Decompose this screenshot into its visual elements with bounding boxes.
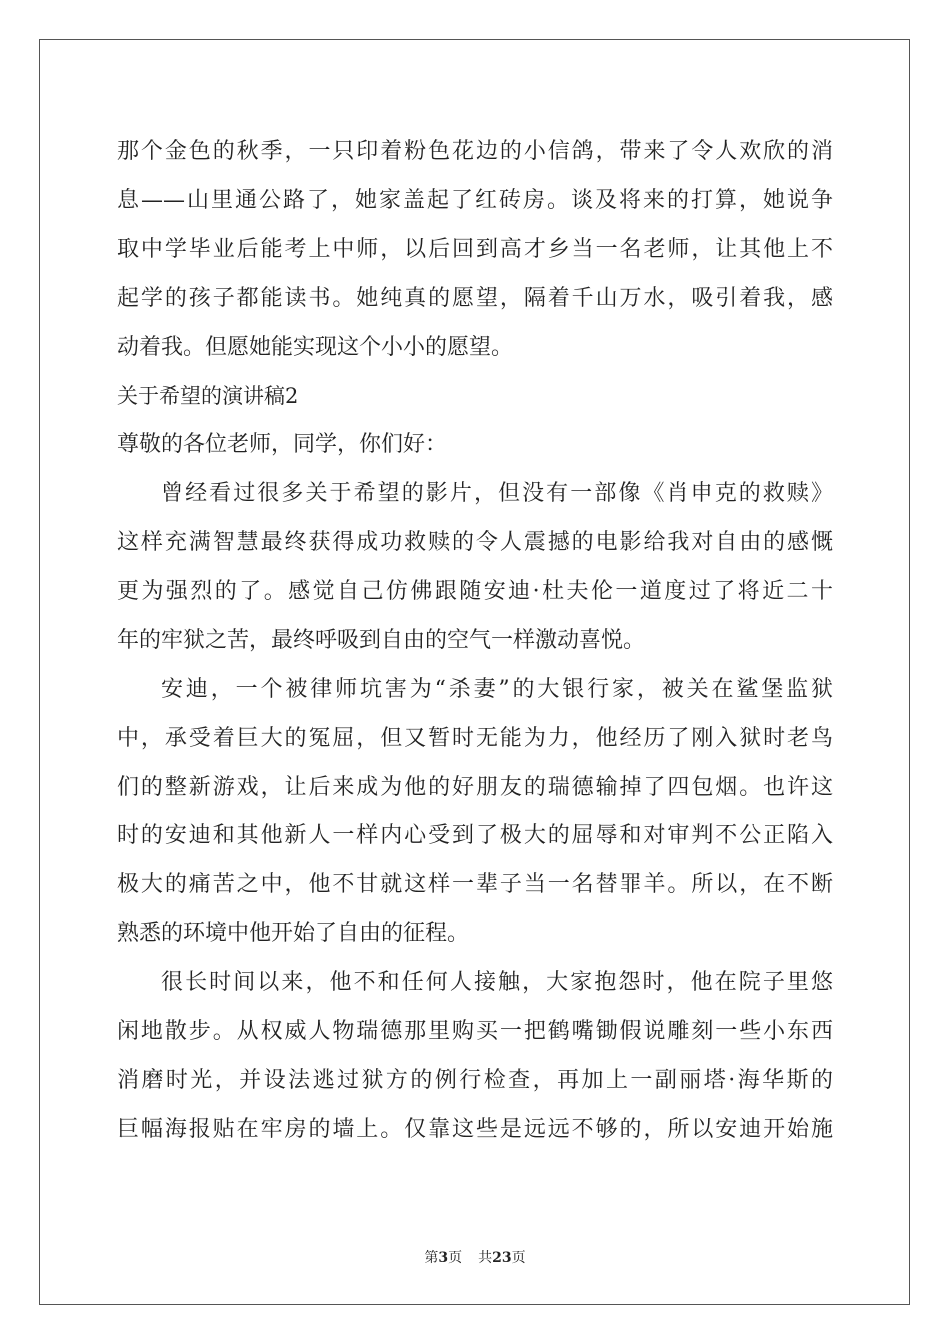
paragraph-line: 极大的痛苦之中，他不甘就这样一辈子当一名替罪羊。所以，在不断 [117, 872, 833, 898]
paragraph-line: 年的牢狱之苦，最终呼吸到自由的空气一样激动喜悦。 [117, 627, 646, 653]
document-body [117, 128, 833, 1155]
footer-total-suffix: 页 [511, 1250, 526, 1266]
paragraph-line: 息——山里通公路了，她家盖起了红砖房。谈及将来的打算，她说争 [117, 187, 833, 213]
paragraph-line: 巨幅海报贴在牢房的墙上。仅靠这些是远远不够的，所以安迪开始施 [117, 1116, 833, 1142]
paragraph-line: 熟悉的环境中他开始了自由的征程。 [117, 921, 470, 947]
paragraph-line: 动着我。但愿她能实现这个小小的愿望。 [117, 334, 514, 360]
paragraph-line: 安迪，一个被律师坑害为“杀妻”的大银行家，被关在鲨堡监狱 [161, 676, 833, 702]
current-page-number: 3 [438, 1250, 449, 1266]
paragraph-line: 这样充满智慧最终获得成功救赎的令人震撼的电影给我对自由的感慨 [117, 530, 833, 556]
total-page-count: 23 [492, 1250, 512, 1266]
paragraph-line: 闲地散步。从权威人物瑞德那里购买一把鹤嘴锄假说雕刻一些小东西 [117, 1019, 833, 1045]
paragraph-line: 起学的孩子都能读书。她纯真的愿望，隔着千山万水，吸引着我，感 [117, 285, 833, 311]
footer-prefix: 第 [424, 1250, 439, 1266]
footer-total-prefix: 共 [478, 1250, 493, 1266]
section-heading: 关于希望的演讲稿2 [117, 384, 299, 409]
paragraph-line: 中，承受着巨大的冤屈，但又暂时无能为力，他经历了刚入狱时老鸟 [117, 725, 833, 751]
salutation: 尊敬的各位老师，同学，你们好： [117, 432, 448, 458]
paragraph-line: 更为强烈的了。感觉自己仿佛跟随安迪·杜夫伦一道度过了将近二十 [117, 579, 833, 605]
paragraph-line: 们的整新游戏，让后来成为他的好朋友的瑞德输掉了四包烟。也许这 [117, 774, 833, 800]
footer-page-word: 页 [448, 1250, 463, 1266]
paragraph-line: 那个金色的秋季，一只印着粉色花边的小信鸽，带来了令人欢欣的消 [117, 139, 833, 164]
paragraph-line: 消磨时光，并设法逃过狱方的例行检查，再加上一副丽塔·海华斯的 [117, 1067, 833, 1093]
paragraph-line: 取中学毕业后能考上中师，以后回到高才乡当一名老师，让其他上不 [117, 236, 833, 262]
paragraph-line: 很长时间以来，他不和任何人接触，大家抱怨时，他在院子里悠 [161, 970, 833, 996]
page-footer [0, 1249, 950, 1267]
paragraph-line: 时的安迪和其他新人一样内心受到了极大的屈辱和对审判不公正陷入 [117, 823, 833, 849]
paragraph-line: 曾经看过很多关于希望的影片，但没有一部像《肖申克的救赎》 [161, 481, 833, 507]
